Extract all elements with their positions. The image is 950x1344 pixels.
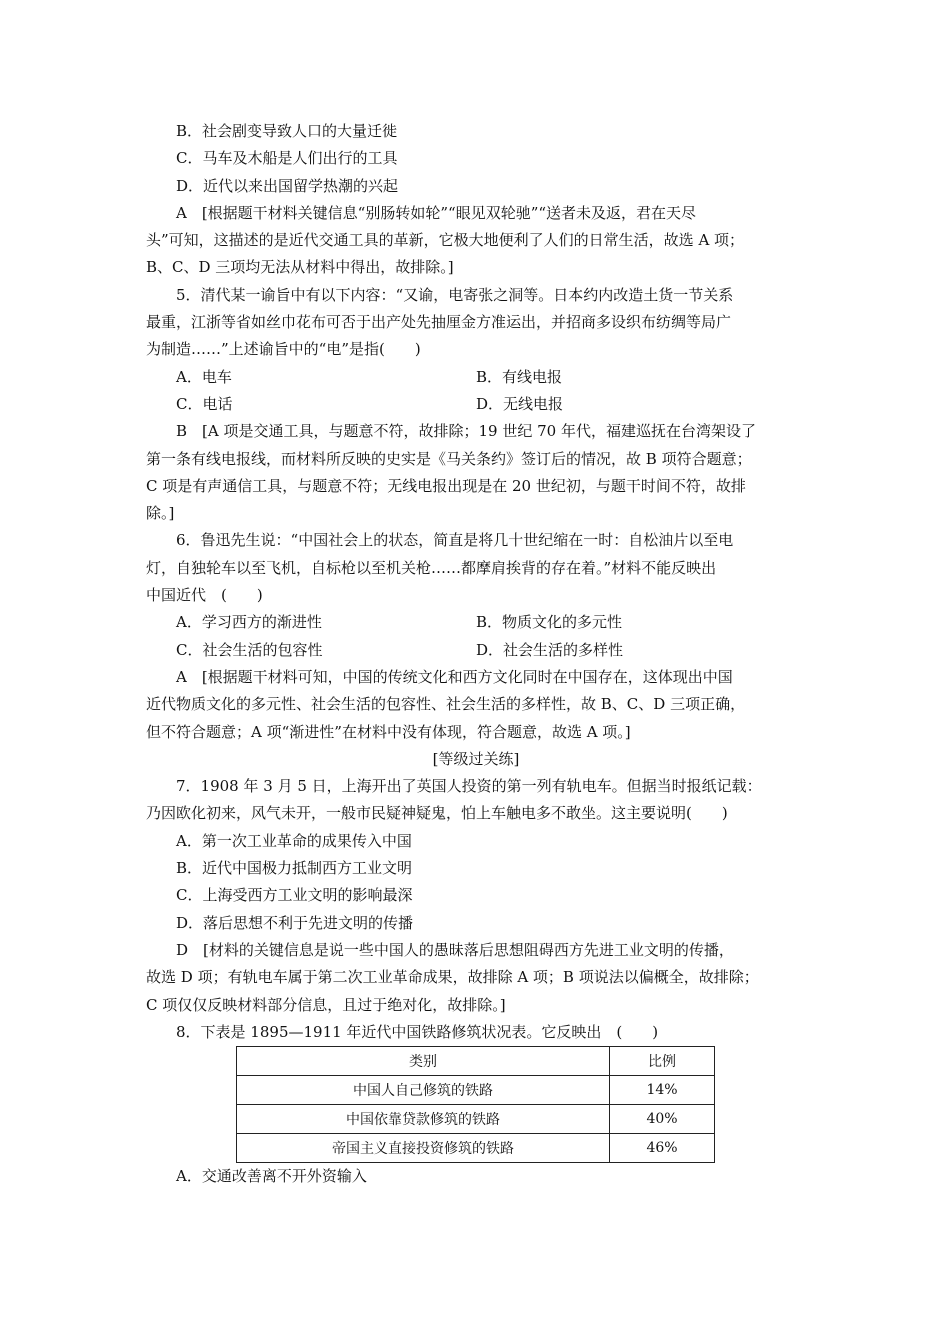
table-cell-ratio: 40% <box>610 1105 715 1134</box>
q7-answer-line: 故选 D 项；有轨电车属于第二次工业革命成果，故排除 A 项；B 项说法以偏概全，故排除； <box>146 968 759 987</box>
q6-answer-line: 但不符合题意；A 项“渐进性”在材料中没有体现，符合题意，故选 A 项。] <box>146 722 631 741</box>
q5-answer-line: B [A 项是交通工具，与题意不符，故排除；19 世纪 70 年代，福建巡抚在台湾架设了 <box>176 422 756 441</box>
q5-stem-line: 为制造……”上述谕旨中的“电”是指( ) <box>146 340 421 359</box>
table-cell-ratio: 14% <box>610 1076 715 1105</box>
q4-answer-line: B、C、D 三项均无法从材料中得出，故排除。] <box>146 258 454 277</box>
q4-option-c: C．马车及木船是人们出行的工具 <box>176 149 398 168</box>
table-row <box>237 1105 715 1134</box>
table-header-ratio: 比例 <box>610 1047 715 1076</box>
q5-option-a: A．电车 <box>176 367 232 386</box>
q5-stem-line: 最重，江浙等省如丝巾花布可否于出产处先抽厘金方准运出，并招商多设织布纺绸等局广 <box>146 313 732 332</box>
q6-option-b: B．物质文化的多元性 <box>476 613 623 632</box>
q7-answer-line: C 项仅仅反映材料部分信息，且过于绝对化，故排除。] <box>146 995 506 1014</box>
table-cell-category: 中国人自己修筑的铁路 <box>237 1076 610 1105</box>
table-row <box>237 1134 715 1163</box>
railway-table <box>236 1046 715 1163</box>
q7-stem-line: 乃因欧化初来，风气未开，一般市民疑神疑鬼，怕上车触电多不敢坐。这主要说明( ) <box>146 804 728 823</box>
table-cell-ratio: 46% <box>610 1134 715 1163</box>
table-cell-category: 帝国主义直接投资修筑的铁路 <box>237 1134 610 1163</box>
q6-options-row <box>146 637 806 664</box>
q7-option-c: C．上海受西方工业文明的影响最深 <box>176 886 413 905</box>
q5-options-row <box>146 391 806 418</box>
q7-option-a: A．第一次工业革命的成果传入中国 <box>176 831 412 850</box>
q8-option-a: A．交通改善离不开外资输入 <box>176 1167 367 1186</box>
q4-answer-line: 头”可知，这描述的是近代交通工具的革新，它极大地便利了人们的日常生活，故选 A 项； <box>146 231 745 250</box>
section-heading: [等级过关练] <box>432 749 520 768</box>
table-cell-category: 中国依靠贷款修筑的铁路 <box>237 1105 610 1134</box>
q5-answer-line: C 项是有声通信工具，与题意不符；无线电报出现是在 20 世纪初，与题干时间不符，故排 <box>146 476 746 495</box>
q5-option-d: D．无线电报 <box>476 394 564 413</box>
q6-option-a: A．学习西方的渐进性 <box>176 613 322 632</box>
q6-stem-line: 灯，自独轮车以至飞机，自标枪以至机关枪……都摩肩挨背的存在着。”材料不能反映出 <box>146 558 717 577</box>
q8-stem: 8．下表是 1895—1911 年近代中国铁路修筑状况表。它反映出 ( ) <box>176 1022 659 1041</box>
q4-option-b: B．社会剧变导致人口的大量迁徙 <box>176 122 398 140</box>
q6-answer-line: 近代物质文化的多元性、社会生活的包容性、社会生活的多样性，故 B、C、D 三项正确， <box>146 695 746 714</box>
q6-options-row <box>146 609 806 636</box>
table-header-row <box>237 1047 715 1076</box>
table-row <box>237 1076 715 1105</box>
document-body <box>146 118 806 1190</box>
q5-options-row <box>146 364 806 391</box>
q5-option-c: C．电话 <box>176 394 233 413</box>
q6-stem-line: 6．鲁迅先生说：“中国社会上的状态，简直是将几十世纪缩在一时：自松油片以至电 <box>176 531 734 550</box>
q4-option-d: D．近代以来出国留学热潮的兴起 <box>176 176 399 195</box>
q6-answer-line: A [根据题干材料可知，中国的传统文化和西方文化同时在中国存在，这体现出中国 <box>176 667 733 686</box>
q7-option-b: B．近代中国极力抵制西方工业文明 <box>176 859 413 878</box>
q7-stem-line: 7．1908 年 3 月 5 日，上海开出了英国人投资的第一列有轨电车。但据当时报纸记载： <box>176 777 762 796</box>
q6-option-d: D．社会生活的多样性 <box>476 640 624 659</box>
q5-answer-line: 除。] <box>146 504 175 523</box>
table-header-category: 类别 <box>237 1047 610 1076</box>
q5-option-b: B．有线电报 <box>476 367 563 386</box>
q5-stem-line: 5．清代某一谕旨中有以下内容：“又谕，电寄张之洞等。日本约内改造土货一节关系 <box>176 285 734 304</box>
q7-answer-line: D [材料的关键信息是说一些中国人的愚昧落后思想阻碍西方先进工业文明的传播， <box>176 940 734 959</box>
q4-answer-line: A [根据题干材料关键信息“别肠转如轮”“眼见双轮驰”“送者未及返，君在天尽 <box>176 203 697 222</box>
q6-option-c: C．社会生活的包容性 <box>176 640 323 659</box>
q5-answer-line: 第一条有线电报线，而材料所反映的史实是《马关条约》签订后的情况，故 B 项符合题意； <box>146 449 752 468</box>
q7-option-d: D．落后思想不利于先进文明的传播 <box>176 913 414 932</box>
q6-stem-line: 中国近代 ( ) <box>146 586 263 605</box>
